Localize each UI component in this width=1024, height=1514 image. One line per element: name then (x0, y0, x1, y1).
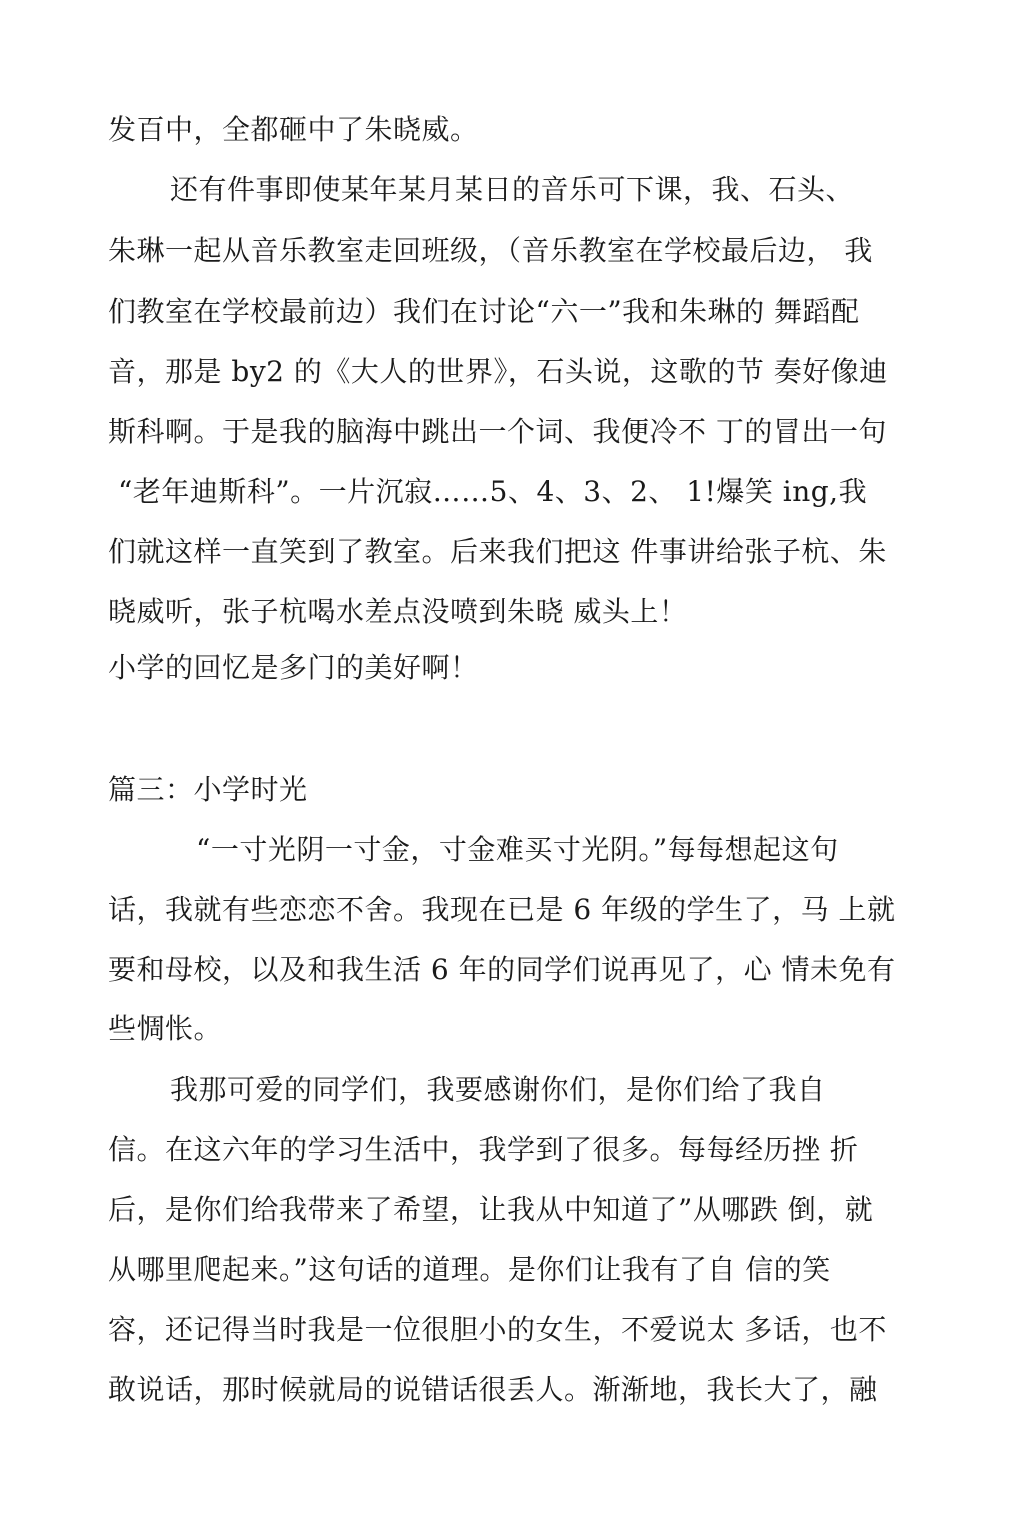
text-line: 我那可爱的同学们，我要感谢你们，是你们给了我自 (170, 1073, 826, 1106)
text-line: 斯科啊。于是我的脑海中跳出一个词、我便冷不 丁的冒出一句 (108, 415, 887, 448)
text-line: 从哪里爬起来。”这句话的道理。是你们让我有了自 信的笑 (108, 1253, 831, 1286)
text-line: 敢说话，那时候就局的说错话很丢人。渐渐地，我长大了，融 (108, 1373, 878, 1406)
text-line: 小学的回忆是多门的美好啊！ (108, 651, 479, 684)
text-line: 些惆怅。 (108, 1012, 223, 1045)
text-line: 发百中，全都砸中了朱晓威。 (108, 113, 479, 146)
text-line: “老年迪斯科”。一片沉寂……5、4、3、2、 1!爆笑 ing,我 (118, 475, 868, 508)
text-line: 音，那是 by2 的《大人的世界》，石头说，这歌的节 奏好像迪 (108, 355, 888, 388)
text-line: 容，还记得当时我是一位很胆小的女生，不爱说太 多话，也不 (108, 1313, 887, 1346)
section-heading: 篇三：小学时光 (108, 773, 308, 806)
text-line: 要和母校，以及和我生活 6 年的同学们说再见了，心 情未免有 (108, 953, 896, 986)
text-line: 还有件事即使某年某月某日的音乐可下课，我、石头、 (170, 173, 855, 206)
text-line: 朱琳一起从音乐教室走回班级，（音乐教室在学校最后边， 我 (108, 234, 873, 267)
text-line: 信。在这六年的学习生活中，我学到了很多。每每经历挫 折 (108, 1133, 859, 1166)
text-line: “一寸光阴一寸金，寸金难买寸光阴。”每每想起这句 (196, 833, 839, 866)
text-line: 后，是你们给我带来了希望，让我从中知道了”从哪跌 倒，就 (108, 1193, 874, 1226)
text-line: 们就这样一直笑到了教室。后来我们把这 件事讲给张子杭、朱 (108, 535, 887, 568)
text-line: 晓威听，张子杭喝水差点没喷到朱晓 威头上！ (108, 595, 688, 628)
text-line: 们教室在学校最前边）我们在讨论“六一”我和朱琳的 舞蹈配 (108, 295, 860, 328)
text-line: 话，我就有些恋恋不舍。我现在已是 6 年级的学生了，马 上就 (108, 893, 896, 926)
